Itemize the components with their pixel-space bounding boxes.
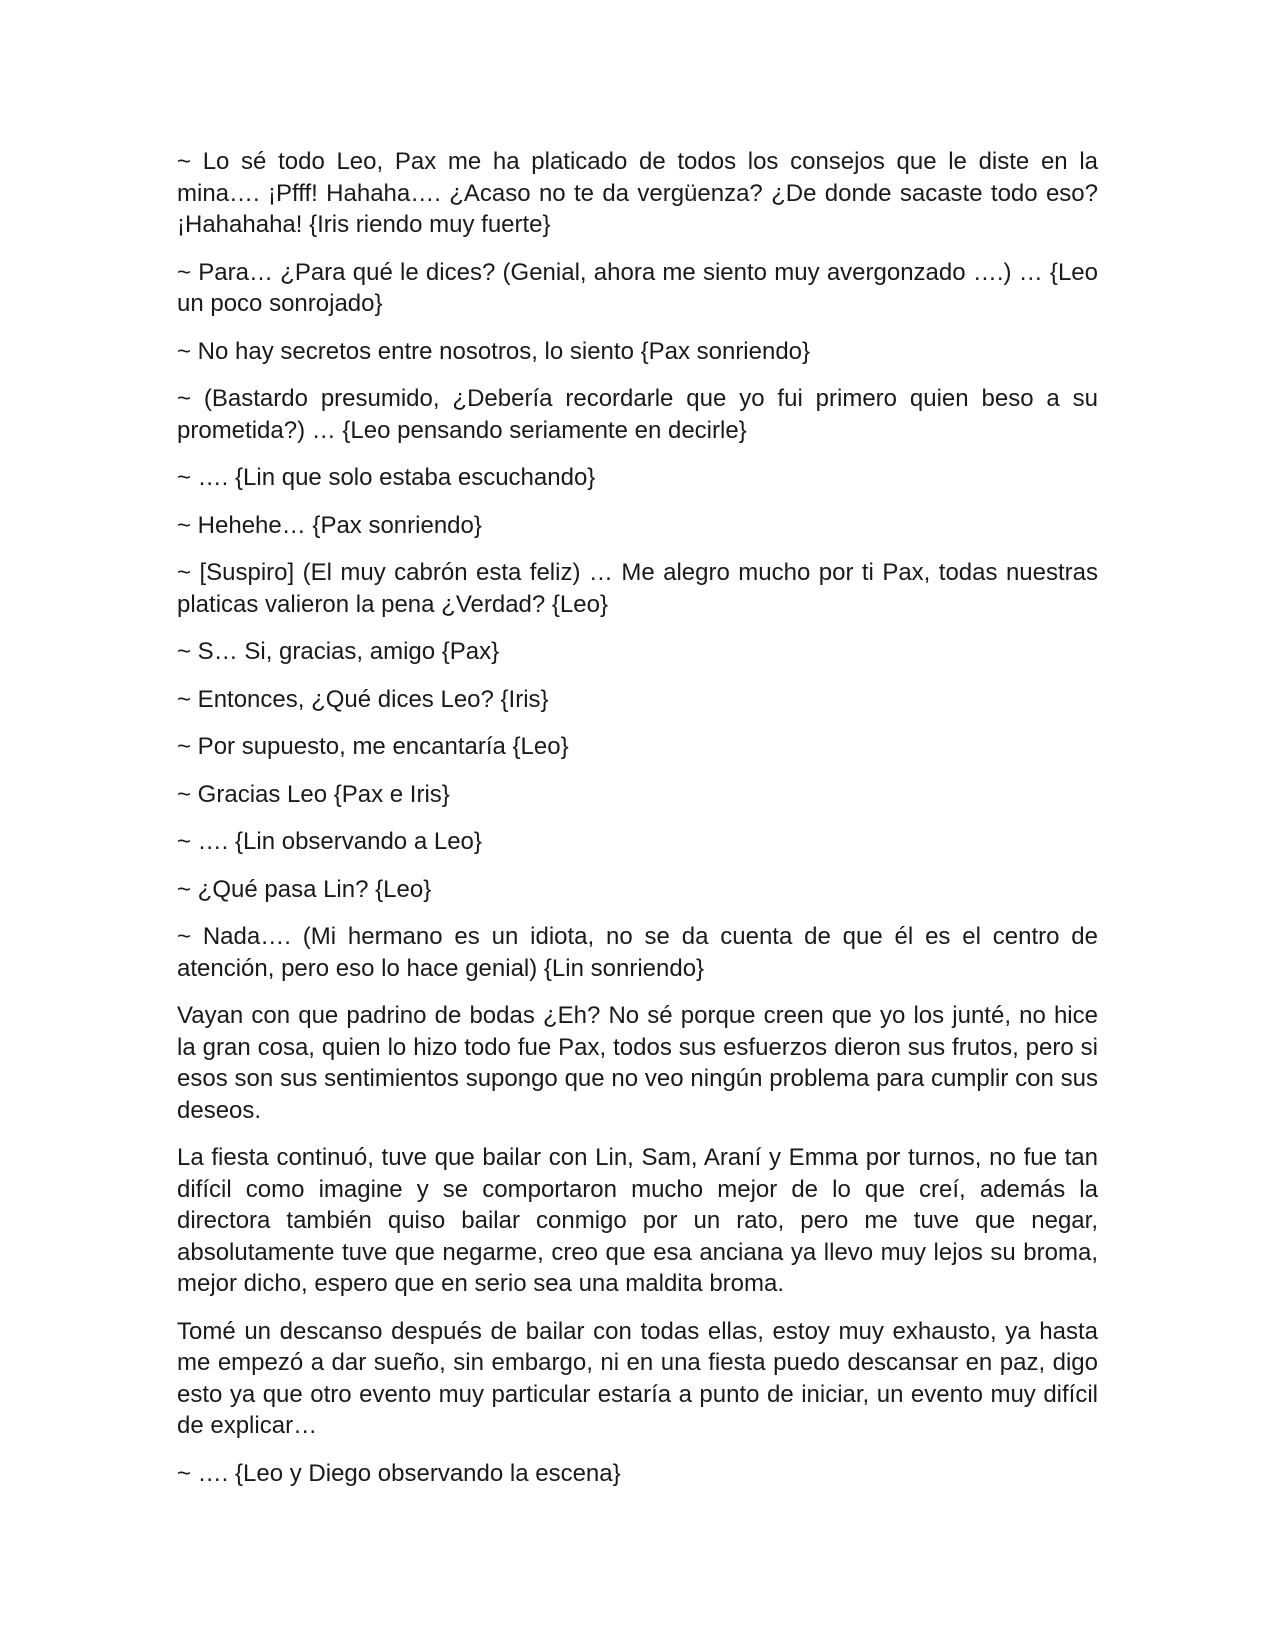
document-body [177, 146, 1098, 1489]
dialogue-line: ~ Nada…. (Mi hermano es un idiota, no se da cuenta de que él es el centro de atención, pero eso lo hace genial) {Lin sonriendo} [177, 923, 1098, 982]
dialogue-line: ~ No hay secretos entre nosotros, lo siento {Pax sonriendo} [177, 337, 811, 365]
narrative-paragraph: La fiesta continuó, tuve que bailar con Lin, Sam, Araní y Emma por turnos, no fue tan difícil como imagine y se comportaron mucho mejor de lo que creí, además la directora también quiso bailar conmigo por un rato, pero me tuve que negar, absolutamente tuve que negarme, creo que esa anciana ya llevo muy lejos su broma, mejor dicho, espero que en serio sea una maldita broma. [177, 1144, 1098, 1297]
dialogue-line: ~ Para… ¿Para qué le dices? (Genial, ahora me siento muy avergonzado ….) … {Leo un poco sonrojado} [177, 258, 1098, 317]
dialogue-line: ~ S… Si, gracias, amigo {Pax} [177, 638, 500, 665]
dialogue-line: ~ …. {Leo y Diego observando la escena} [177, 1459, 621, 1487]
dialogue-line: ~ Entonces, ¿Qué dices Leo? {Iris} [177, 685, 549, 713]
dialogue-line: ~ Lo sé todo Leo, Pax me ha platicado de todos los consejos que le diste en la mina…. ¡Pfff! Hahaha…. ¿Acaso no te da vergüenza? ¿De donde sacaste todo eso? ¡Hahahaha! {Iris riendo muy fuerte} [177, 148, 1098, 238]
dialogue-line: ~ …. {Lin que solo estaba escuchando} [177, 464, 596, 491]
dialogue-line: ~ [Suspiro] (El muy cabrón esta feliz) … Me alegro mucho por ti Pax, todas nuestras platicas valieron la pena ¿Verdad? {Leo} [177, 559, 1098, 618]
dialogue-line: ~ ¿Qué pasa Lin? {Leo} [177, 875, 432, 903]
narrative-paragraph: Vayan con que padrino de bodas ¿Eh? No sé porque creen que yo los junté, no hice la gran cosa, quien lo hizo todo fue Pax, todos sus esfuerzos dieron sus frutos, pero si esos son sus sentimientos supongo que no veo ningún problema para cumplir con sus deseos. [177, 1002, 1098, 1124]
dialogue-line: ~ (Bastardo presumido, ¿Debería recordarle que yo fui primero quien beso a su prometida?) … {Leo pensando seriamente en decirle} [177, 385, 1098, 444]
narrative-paragraph: Tomé un descanso después de bailar con todas ellas, estoy muy exhausto, ya hasta me empezó a dar sueño, sin embargo, ni en una fiesta puedo descansar en paz, digo esto ya que otro evento muy particular estaría a punto de iniciar, un evento muy difícil de explicar… [177, 1317, 1098, 1439]
dialogue-line: ~ …. {Lin observando a Leo} [177, 828, 482, 855]
dialogue-line: ~ Hehehe… {Pax sonriendo} [177, 511, 482, 539]
dialogue-line: ~ Por supuesto, me encantaría {Leo} [177, 733, 569, 760]
dialogue-line: ~ Gracias Leo {Pax e Iris} [177, 780, 450, 808]
